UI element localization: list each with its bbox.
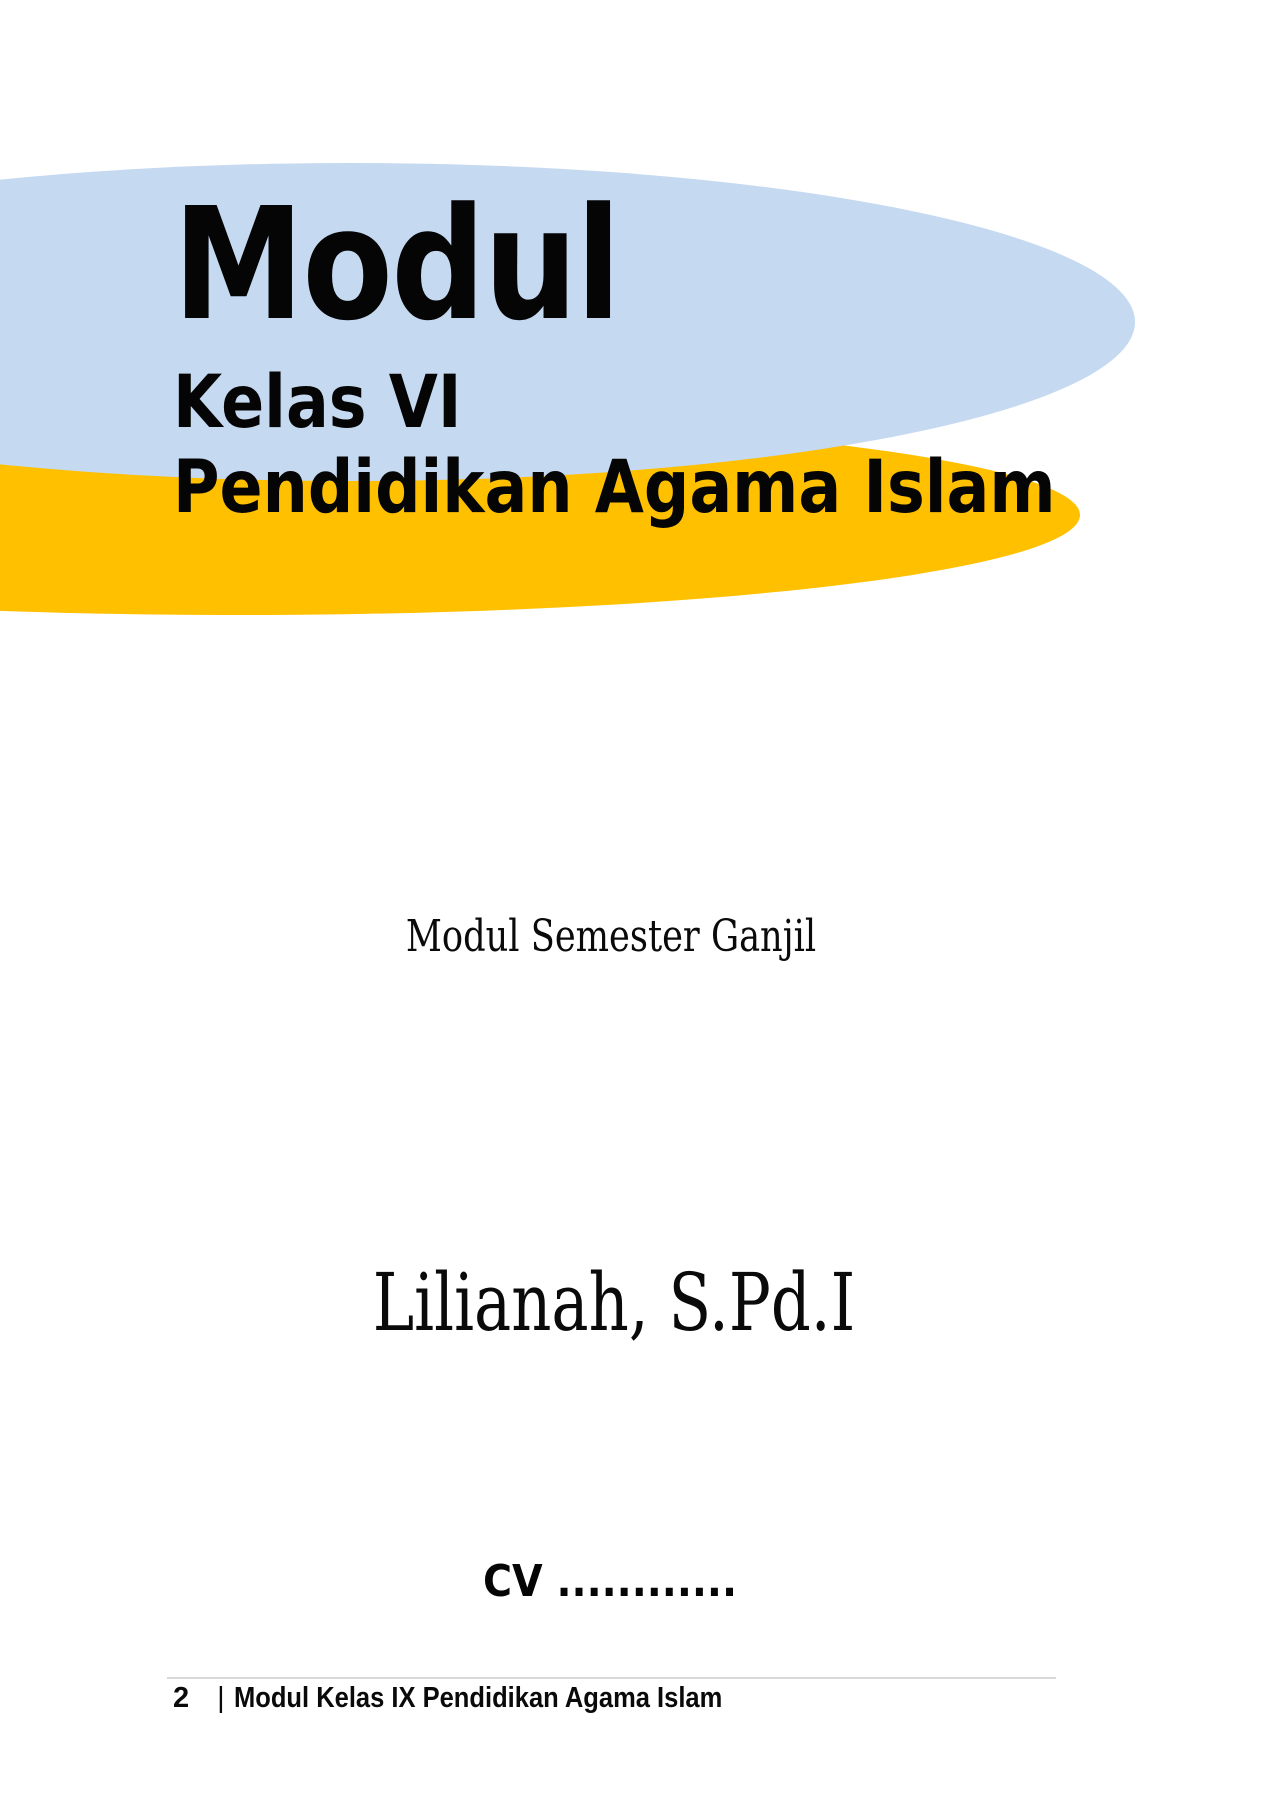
cover-class-line: Kelas VI xyxy=(173,360,462,445)
footer-page-number: 2 xyxy=(173,1682,190,1714)
footer-title: Modul Kelas IX Pendidikan Agama Islam xyxy=(233,1682,723,1714)
footer-divider-line xyxy=(167,1677,1056,1679)
cover-title: Modul xyxy=(173,174,620,355)
semester-label: Modul Semester Ganjil xyxy=(405,911,817,962)
publisher-line: CV ............ xyxy=(483,1556,738,1607)
page-footer xyxy=(173,1683,789,1715)
author-name: Lilianah, S.Pd.I xyxy=(372,1256,856,1349)
footer-separator: | xyxy=(217,1682,225,1714)
cover-subject-line: Pendidikan Agama Islam xyxy=(173,445,1056,530)
